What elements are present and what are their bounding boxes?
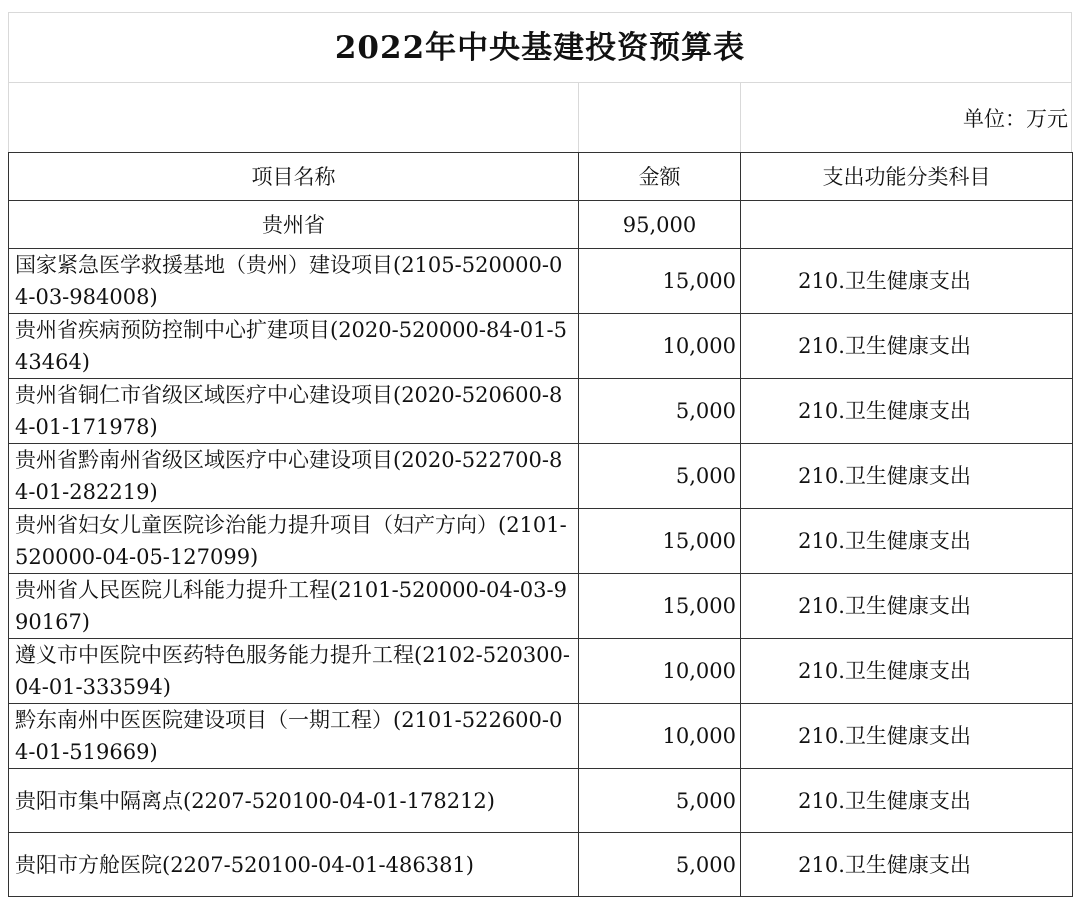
table-row	[9, 639, 1073, 704]
project-category: 210.卫生健康支出	[741, 704, 1073, 769]
header-amount: 金额	[579, 153, 741, 201]
budget-table	[8, 152, 1073, 897]
province-amount: 95,000	[579, 201, 741, 249]
project-amount: 15,000	[579, 509, 741, 574]
project-category: 210.卫生健康支出	[741, 314, 1073, 379]
header-row	[9, 153, 1073, 201]
province-name: 贵州省	[9, 201, 579, 249]
project-name: 国家紧急医学救援基地（贵州）建设项目(2105-520000-04-03-984008)	[9, 249, 579, 314]
gridline	[8, 82, 1072, 83]
project-category: 210.卫生健康支出	[741, 509, 1073, 574]
project-amount: 10,000	[579, 704, 741, 769]
page-title: 2022年中央基建投资预算表	[334, 30, 746, 66]
table-row	[9, 509, 1073, 574]
project-name: 黔东南州中医医院建设项目（一期工程）(2101-522600-04-01-519669)	[9, 704, 579, 769]
unit-label: 单位：万元	[963, 107, 1068, 131]
project-name: 贵州省铜仁市省级区域医疗中心建设项目(2020-520600-84-01-171978)	[9, 379, 579, 444]
gridline	[740, 82, 741, 152]
province-category	[741, 201, 1073, 249]
project-category: 210.卫生健康支出	[741, 639, 1073, 704]
project-category: 210.卫生健康支出	[741, 379, 1073, 444]
project-amount: 5,000	[579, 379, 741, 444]
table-row	[9, 574, 1073, 639]
project-name: 遵义市中医院中医药特色服务能力提升工程(2102-520300-04-01-333594)	[9, 639, 579, 704]
project-name: 贵州省妇女儿童医院诊治能力提升项目（妇产方向）(2101-520000-04-05-127099)	[9, 509, 579, 574]
table-row	[9, 379, 1073, 444]
gridline	[578, 82, 579, 152]
project-name: 贵阳市集中隔离点(2207-520100-04-01-178212)	[9, 769, 579, 833]
project-amount: 5,000	[579, 769, 741, 833]
project-amount: 5,000	[579, 444, 741, 509]
project-category: 210.卫生健康支出	[741, 769, 1073, 833]
table-row	[9, 249, 1073, 314]
project-name: 贵州省黔南州省级区域医疗中心建设项目(2020-522700-84-01-282219)	[9, 444, 579, 509]
table-row	[9, 314, 1073, 379]
table-row	[9, 833, 1073, 897]
project-category: 210.卫生健康支出	[741, 833, 1073, 897]
project-amount: 10,000	[579, 314, 741, 379]
table-row	[9, 704, 1073, 769]
header-name: 项目名称	[9, 153, 579, 201]
project-amount: 15,000	[579, 574, 741, 639]
project-amount: 5,000	[579, 833, 741, 897]
project-amount: 15,000	[579, 249, 741, 314]
project-amount: 10,000	[579, 639, 741, 704]
province-row	[9, 201, 1073, 249]
project-name: 贵阳市方舱医院(2207-520100-04-01-486381)	[9, 833, 579, 897]
project-category: 210.卫生健康支出	[741, 444, 1073, 509]
project-name: 贵州省疾病预防控制中心扩建项目(2020-520000-84-01-543464)	[9, 314, 579, 379]
header-category: 支出功能分类科目	[741, 153, 1073, 201]
table-row	[9, 444, 1073, 509]
table-row	[9, 769, 1073, 833]
project-category: 210.卫生健康支出	[741, 249, 1073, 314]
gridline	[8, 12, 1072, 13]
project-name: 贵州省人民医院儿科能力提升工程(2101-520000-04-03-990167)	[9, 574, 579, 639]
project-category: 210.卫生健康支出	[741, 574, 1073, 639]
